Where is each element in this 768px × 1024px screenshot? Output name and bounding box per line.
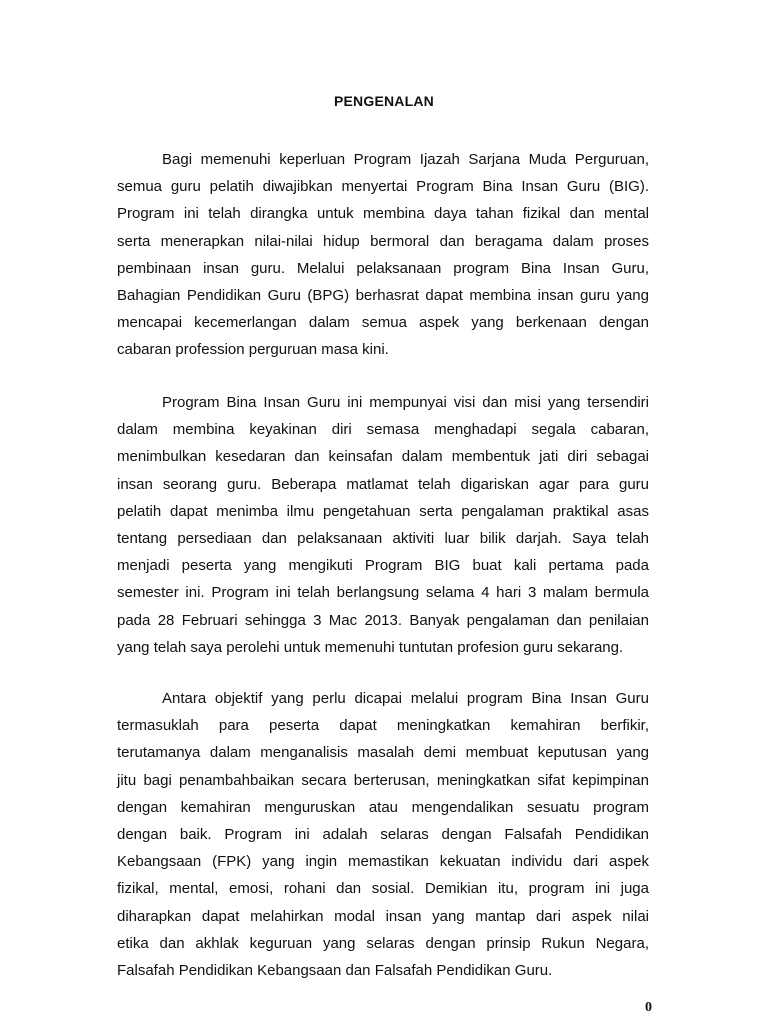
paragraph-line: Bahagian Pendidikan Guru (BPG) berhasrat dapat membina insan guru yang [117, 286, 649, 304]
paragraph-line: menimbulkan kesedaran dan keinsafan dalam membentuk jati diri sebagai [117, 448, 649, 466]
paragraph-line: Bagi memenuhi keperluan Program Ijazah Sarjana Muda Perguruan, [162, 151, 649, 168]
paragraph-line: diharapkan dapat melahirkan modal insan yang mantap dari aspek nilai [117, 907, 649, 925]
paragraph-line: cabaran profession perguruan masa kini. [117, 341, 389, 359]
paragraph-line: semester ini. Program ini telah berlangsung selama 4 hari 3 malam bermula [117, 584, 649, 602]
paragraph-3 [117, 685, 649, 984]
paragraph-line: dalam membina keyakinan diri semasa menghadapi segala cabaran, [117, 421, 649, 439]
paragraph-line: serta menerapkan nilai-nilai hidup bermoral dan beragama dalam proses [117, 232, 649, 250]
paragraph-line: jitu bagi penambahbaikan secara berterusan, meningkatkan sifat kepimpinan [117, 771, 649, 789]
paragraph-line: Program ini telah dirangka untuk membina daya tahan fizikal dan mental [117, 205, 649, 223]
paragraph-1 [117, 146, 649, 364]
paragraph-line: termasuklah para peserta dapat meningkatkan kemahiran berfikir, [117, 717, 649, 735]
paragraph-line: menjadi peserta yang mengikuti Program BIG buat kali pertama pada [117, 557, 649, 575]
paragraph-line: insan seorang guru. Beberapa matlamat telah digariskan agar para guru [117, 475, 649, 493]
page-title: PENGENALAN [333, 93, 434, 109]
paragraph-line: mencapai kecemerlangan dalam semua aspek yang berkenaan dengan [117, 314, 649, 332]
paragraph-line: fizikal, mental, emosi, rohani dan sosial. Demikian itu, program ini juga [117, 880, 649, 898]
paragraph-line: dengan kemahiran menguruskan atau mengendalikan sesuatu program [117, 798, 649, 816]
paragraph-line: Antara objektif yang perlu dicapai melalui program Bina Insan Guru [162, 690, 649, 707]
paragraph-line: Kebangsaan (FPK) yang ingin memastikan kekuatan individu dari aspek [117, 853, 649, 871]
paragraph-line: dengan baik. Program ini adalah selaras dengan Falsafah Pendidikan [117, 825, 649, 843]
paragraph-2 [117, 389, 649, 661]
paragraph-line: etika dan akhlak keguruan yang selaras dengan prinsip Rukun Negara, [117, 934, 649, 952]
paragraph-line: yang telah saya perolehi untuk memenuhi tuntutan profesion guru sekarang. [117, 638, 624, 656]
paragraph-line: pelatih dapat menimba ilmu pengetahuan serta pengalaman praktikal asas [117, 502, 649, 520]
paragraph-line: tentang persediaan dan pelaksanaan aktiviti luar bilik darjah. Saya telah [117, 529, 649, 547]
paragraph-line: Program Bina Insan Guru ini mempunyai visi dan misi yang tersendiri [162, 394, 649, 411]
page-number: 0 [645, 1000, 652, 1015]
paragraph-line: pembinaan insan guru. Melalui pelaksanaan program Bina Insan Guru, [117, 259, 649, 277]
paragraph-line: Falsafah Pendidikan Kebangsaan dan Falsafah Pendidikan Guru. [117, 961, 553, 979]
paragraph-line: pada 28 Februari sehingga 3 Mac 2013. Banyak pengalaman dan penilaian [117, 611, 649, 629]
paragraph-line: semua guru pelatih diwajibkan menyertai Program Bina Insan Guru (BIG). [117, 178, 649, 196]
paragraph-line: terutamanya dalam menganalisis masalah demi membuat keputusan yang [117, 744, 649, 762]
